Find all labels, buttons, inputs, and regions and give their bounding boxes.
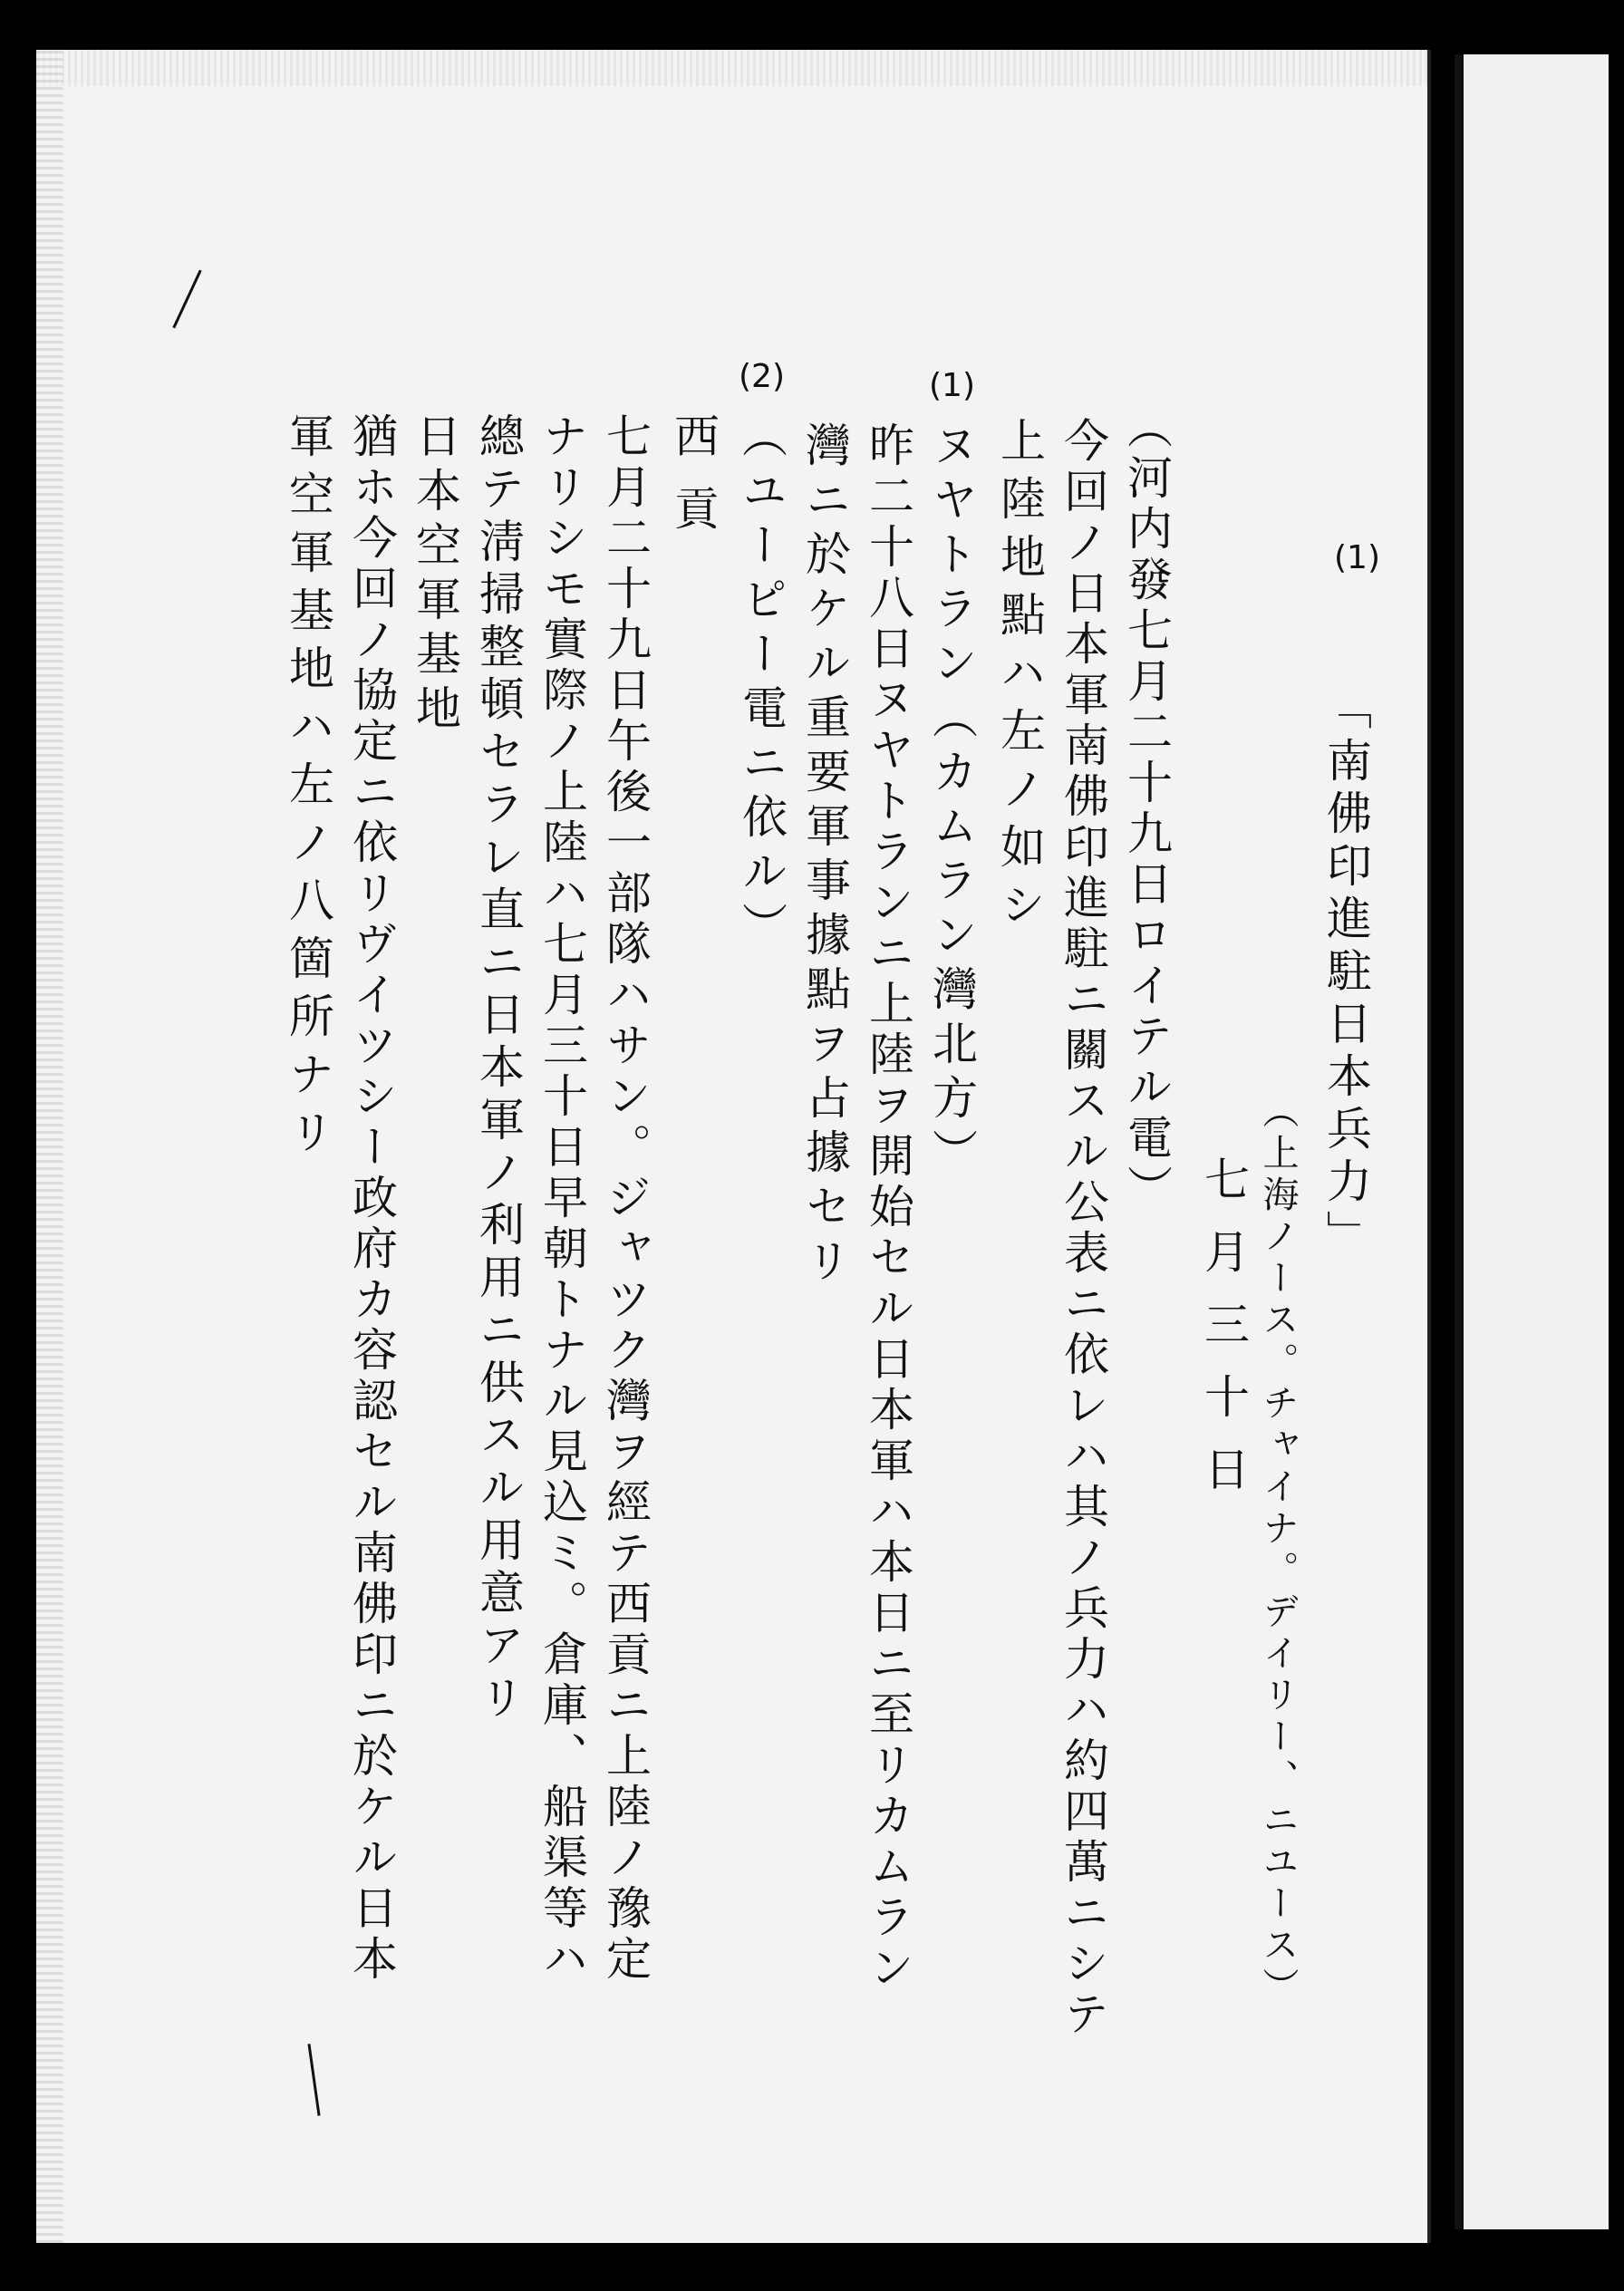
item-2-line-3: 總テ淸掃整頓セラレ直ニ日本軍ノ利用ニ供スル用意アリ	[472, 412, 525, 1726]
item-1-line-2: 灣ニ於ケル重要軍事據點ヲ占據セリ	[798, 421, 851, 1291]
item-1-line-1: 昨二十八日ヌヤトランニ上陸ヲ開始セル日本軍ハ本日ニ至リカムラン	[862, 421, 914, 1995]
item-2-number: (2)	[739, 358, 785, 395]
adjacent-page-edge	[1455, 54, 1609, 2229]
item-1-number: (1)	[929, 367, 975, 404]
scan-noise-left	[36, 50, 63, 2243]
intro-source: （河内發七月二十九日ロイテル電）	[1120, 403, 1173, 1215]
item-1-heading: ヌヤトラン（カムラン灣北方）	[925, 421, 978, 1183]
item-2-source: （ユーピー電ニ依ル）	[735, 412, 788, 956]
item-2-place: 西貢	[667, 412, 720, 557]
item-2-subheading: 日本空軍基地	[409, 412, 461, 739]
dateline-date: 七月三十日	[1197, 1155, 1250, 1518]
dateline-source: （上海ノース。チャイナ。デイリー、ニユース）	[1257, 1092, 1299, 2009]
intro-line-1: 今回ノ日本軍南佛印進駐ニ關スル公表ニ依レハ其ノ兵力ハ約四萬ニシテ	[1057, 417, 1109, 2041]
pencil-mark	[172, 270, 201, 329]
page-divider	[1455, 54, 1464, 2229]
item-2-line-6: 軍空軍基地ハ左ノ八箇所ナリ	[282, 412, 334, 1166]
pencil-mark	[307, 2044, 320, 2116]
item-2-line-1: 七月二十九日午後一部隊ハサン。ジャツク灣ヲ經テ西貢ニ上陸ノ豫定	[599, 412, 652, 1986]
page-number: (1)	[1334, 539, 1380, 576]
document-title: 「南佛印進駐日本兵力」	[1320, 684, 1372, 1262]
intro-line-2: 上陸地點ハ左ノ如シ	[993, 417, 1046, 939]
document-page	[36, 50, 1431, 2243]
item-2-line-5: 猶ホ今回ノ協定ニ依リヴイツシー政府カ容認セル南佛印ニ於ケル日本	[345, 412, 398, 1986]
scan-noise-top	[36, 50, 1427, 86]
item-2-line-2: ナリシモ實際ノ上陸ハ七月三十日早朝トナル見込ミ。倉庫、船渠等ハ	[536, 412, 588, 1986]
